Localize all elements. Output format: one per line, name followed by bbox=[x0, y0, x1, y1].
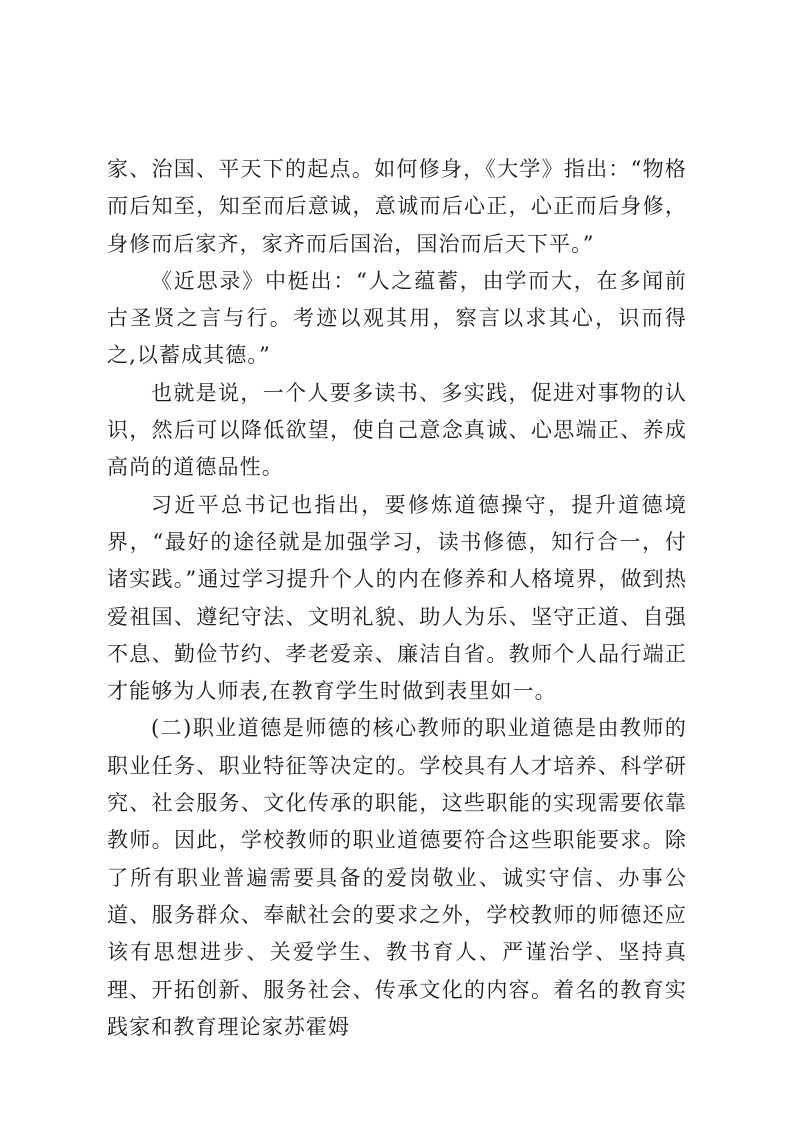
paragraph-explanation: 也就是说，一个人要多读书、多实践，促进对事物的认识，然后可以降低欲望，使自己意念真诚、心思端正、养成高尚的道德品性。 bbox=[107, 380, 687, 480]
paragraph-jinsilu-quote: 《近思录》中梃出：“人之蕴蓄，由学而大，在多闻前古圣贤之言与行。考迹以观其用，察言以求其心，识而得之,以蓄成其德。” bbox=[107, 268, 687, 368]
document-body bbox=[107, 151, 687, 1046]
paragraph-professional-ethics: (二)职业道德是师德的核心教师的职业道德是由教师的职业任务、职业特征等决定的。学校具有人才培养、科学研究、社会服务、文化传承的职能，这些职能的实现需要依靠教师。因此，学校教师的职业道德要符合这些职能要求。除了所有职业普遍需要具备的爱岗敬业、诚实守信、办事公道、服务群众、奉献社会的要求之外，学校教师的师德还应该有思想进步、关爱学生、教书育人、严谨治学、坚持真理、开拓创新、服务社会、传承文化的内容。着名的教育实践家和教育理论家苏霍姆 bbox=[107, 716, 687, 1039]
paragraph-xi-quote: 习近平总书记也指出，要修炼道德操守，提升道德境界，“最好的途径就是加强学习，读书修德，知行合一，付诸实践。”通过学习提升个人的内在修养和人格境界，做到热爱祖国、遵纪守法、文明礼貌、助人为乐、坚守正道、自强不息、勤俭节约、孝老爱亲、廉洁自省。教师个人品行端正才能够为人师表,在教育学生时做到表里如一。 bbox=[107, 492, 687, 704]
paragraph-continuation: 家、治国、平天下的起点。如何修身，《大学》指出：“物格而后知至，知至而后意诚，意诚而后心正，心正而后身修，身修而后家齐，家齐而后国治，国治而后天下平。” bbox=[107, 157, 687, 256]
